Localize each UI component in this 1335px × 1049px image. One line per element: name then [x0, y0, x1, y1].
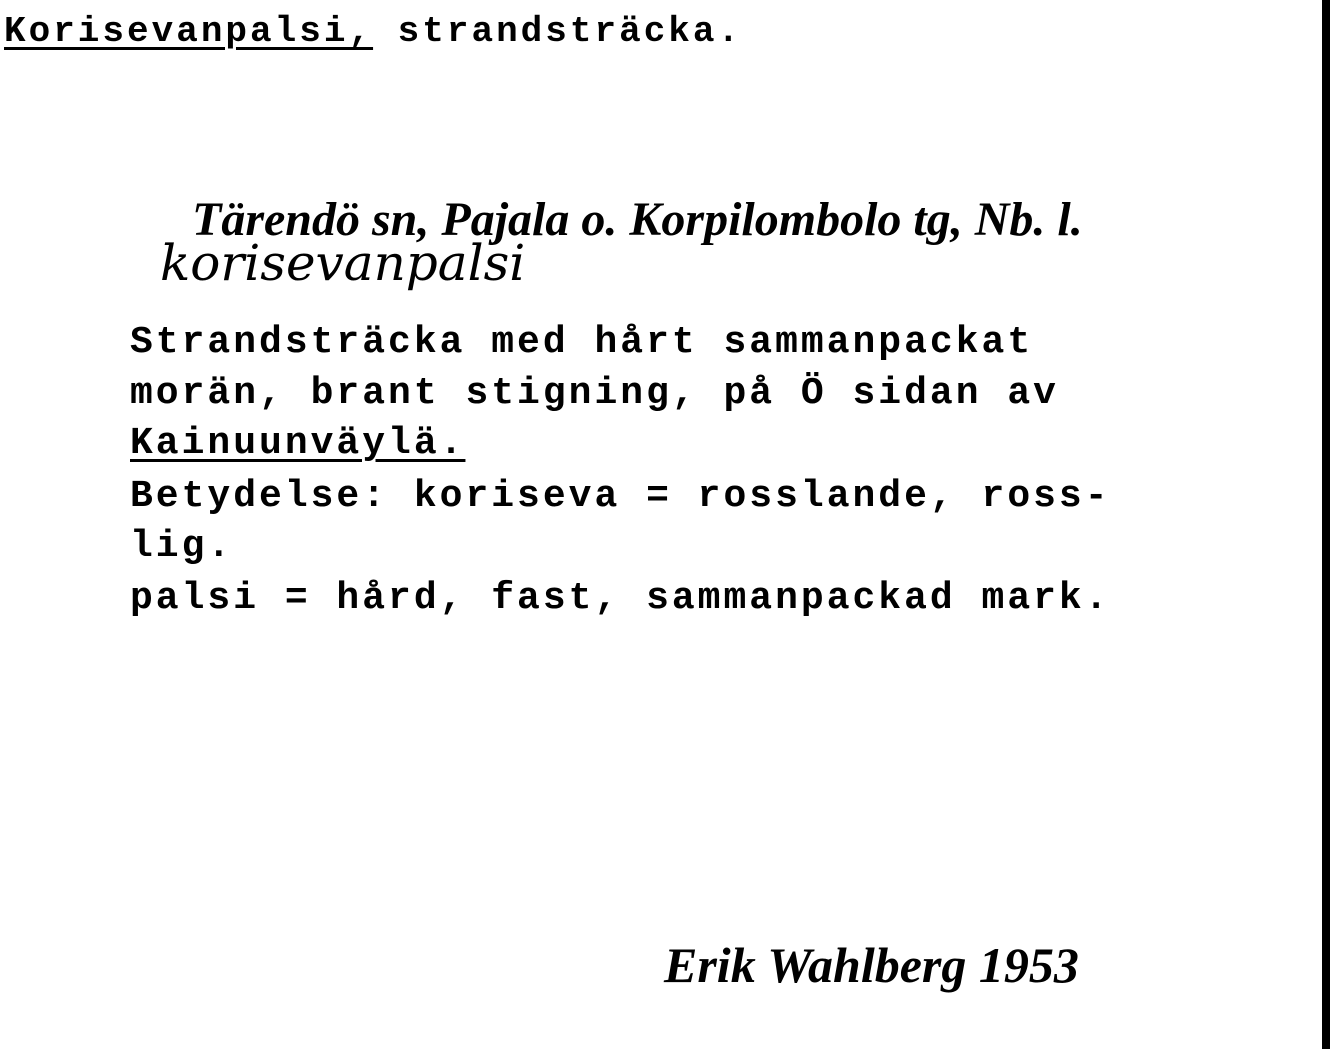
- place-name-heading: Korisevanpalsi,: [4, 11, 374, 52]
- card-edge-border: [1322, 0, 1330, 1049]
- author-signature: Erik Wahlberg 1953: [664, 937, 1079, 993]
- description-line-3: Kainuunväylä.: [130, 422, 466, 465]
- place-category: strandsträcka.: [373, 11, 743, 52]
- card-header: [4, 11, 743, 52]
- description-line-2: morän, brant stigning, på Ö sidan av: [130, 372, 1059, 415]
- location-line: Tärendö sn, Pajala o. Korpilombolo tg, Nb. l.: [192, 193, 1083, 246]
- meaning-line-2: lig.: [130, 525, 234, 568]
- handwritten-place-name: korisevanpalsi: [160, 234, 526, 292]
- meaning-line-1: Betydelse: koriseva = rosslande, ross-: [130, 475, 1111, 518]
- description-line-1: Strandsträcka med hårt sammanpackat: [130, 321, 1034, 364]
- meaning-line-3: palsi = hård, fast, sammanpackad mark.: [130, 577, 1111, 620]
